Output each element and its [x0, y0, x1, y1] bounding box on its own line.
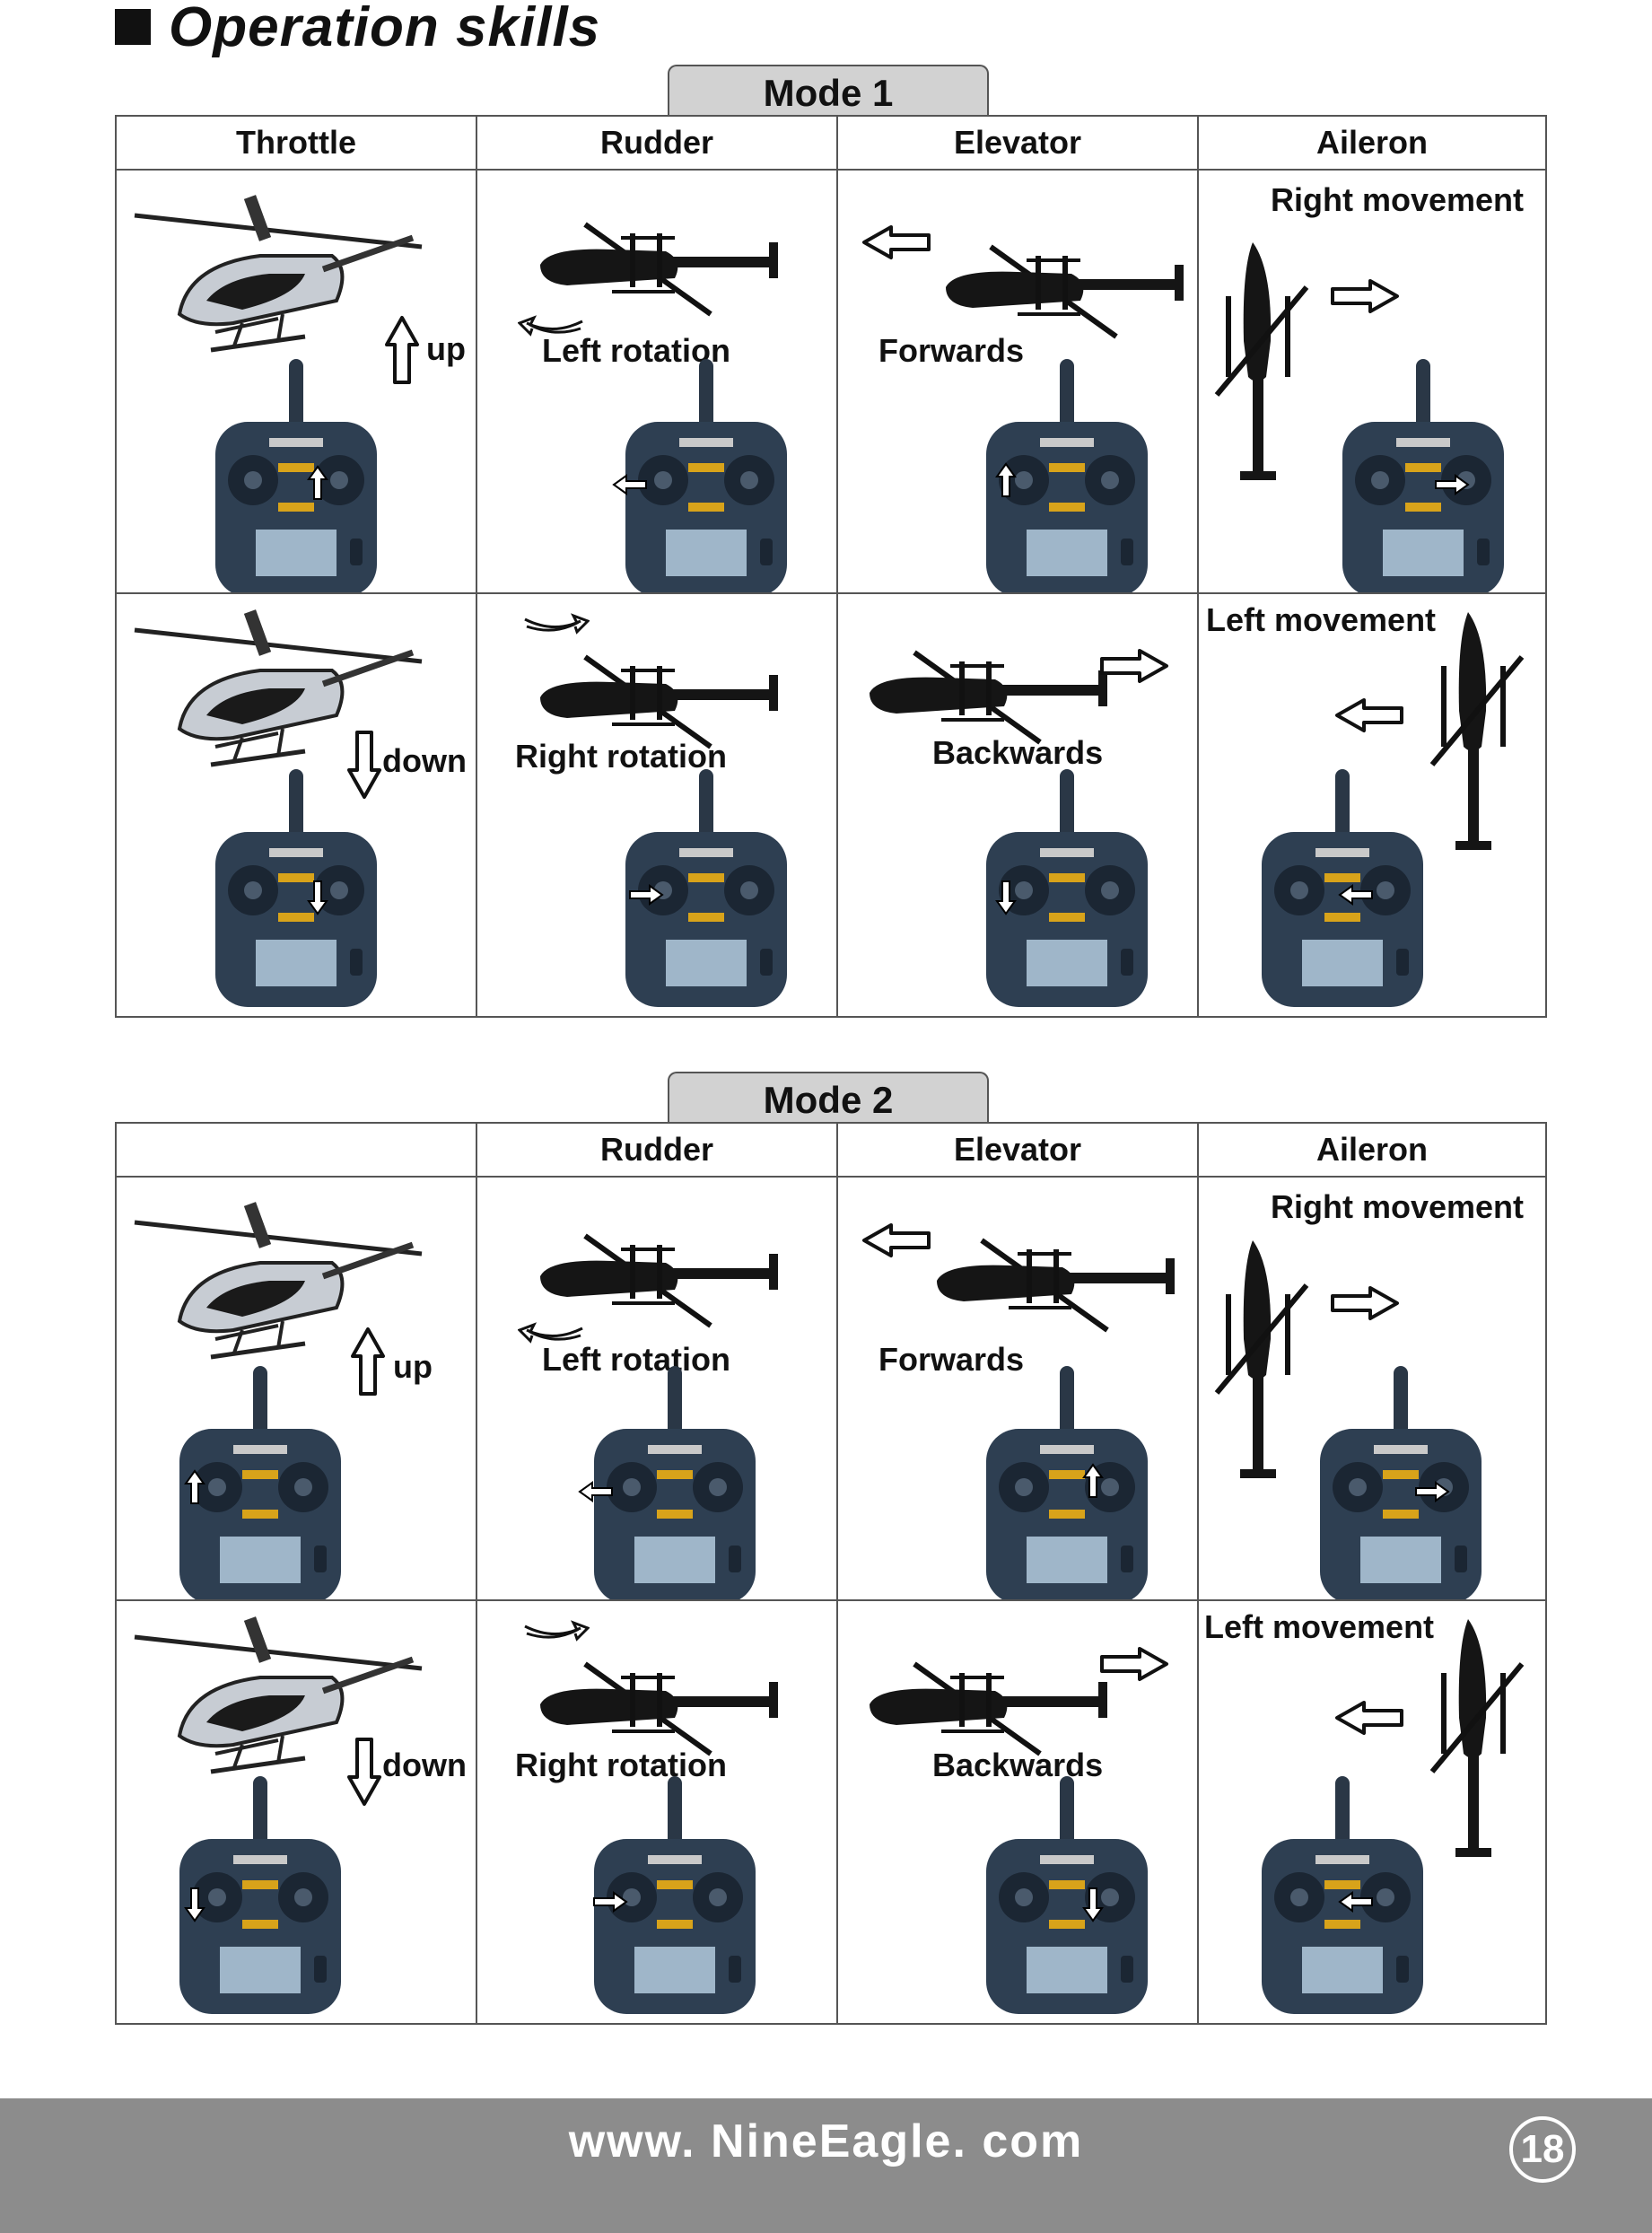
- arrow-left-icon: [1333, 697, 1405, 733]
- stick-arrow-left-icon: [612, 474, 648, 495]
- page-heading: [115, 0, 601, 58]
- label-backwards: Backwards: [932, 1747, 1104, 1783]
- helicopter-side-image: [928, 1231, 1197, 1339]
- helicopter-top-image: [1208, 1231, 1315, 1492]
- arrow-right-icon: [1329, 1285, 1401, 1321]
- stick-arrow-right-icon: [1434, 474, 1470, 495]
- rotate-right-icon: [518, 603, 590, 635]
- stick-arrow-right-icon: [628, 884, 664, 906]
- cell-rudder-right: [476, 593, 837, 1017]
- mode-2-table: [115, 1122, 1547, 2025]
- cell-aileron-left: [1198, 593, 1546, 1017]
- cell-aileron-right: [1198, 1177, 1546, 1600]
- arrow-left-icon: [861, 1222, 932, 1258]
- stick-arrow-down-icon: [995, 880, 1017, 915]
- stick-arrow-up-icon: [1082, 1463, 1104, 1499]
- header-elevator: Elevator: [837, 1123, 1198, 1177]
- arrow-up-icon: [350, 1326, 386, 1397]
- cell-throttle-down: [116, 593, 476, 1017]
- footer-bar: [0, 2098, 1652, 2233]
- cell-throttle-up: [116, 1177, 476, 1600]
- label-left-movement: Left movement: [1206, 601, 1437, 638]
- cell-throttle-down: [116, 1600, 476, 2024]
- stick-arrow-left-icon: [1338, 1891, 1374, 1913]
- transmitter-image: [206, 359, 386, 593]
- label-right-movement: Right movement: [1271, 181, 1525, 218]
- label-forwards: Forwards: [878, 1341, 1025, 1378]
- label-left-rotation: Left rotation: [542, 332, 730, 369]
- cell-rudder-left: [476, 170, 837, 593]
- rotate-left-icon: [518, 1312, 590, 1344]
- stick-arrow-left-icon: [1338, 884, 1374, 906]
- arrow-right-icon: [1098, 1646, 1170, 1682]
- page-number: 18: [1509, 2116, 1576, 2183]
- arrow-right-icon: [1098, 648, 1170, 684]
- arrow-left-icon: [1333, 1700, 1405, 1736]
- cell-rudder-left: [476, 1177, 837, 1600]
- transmitter-image: [1311, 1366, 1490, 1600]
- helicopter-top-image: [1423, 603, 1531, 863]
- stick-arrow-down-icon: [184, 1887, 205, 1922]
- cell-aileron-left: [1198, 1600, 1546, 2024]
- header-empty: [116, 1123, 476, 1177]
- label-forwards: Forwards: [878, 332, 1025, 369]
- stick-arrow-up-icon: [307, 465, 328, 501]
- label-right-rotation: Right rotation: [515, 1747, 727, 1783]
- stick-arrow-down-icon: [307, 880, 328, 915]
- page-title: Operation skills: [169, 0, 601, 58]
- helicopter-top-image: [1208, 233, 1315, 494]
- square-bullet-icon: [115, 9, 151, 45]
- cell-aileron-right: [1198, 170, 1546, 593]
- header-aileron: Aileron: [1198, 1123, 1546, 1177]
- header-aileron: Aileron: [1198, 116, 1546, 170]
- header-throttle: Throttle: [116, 116, 476, 170]
- arrow-left-icon: [861, 224, 932, 260]
- cell-elevator-backwards: [837, 593, 1198, 1017]
- header-rudder: Rudder: [476, 1123, 837, 1177]
- label-down: down: [382, 1747, 467, 1783]
- label-right-movement: Right movement: [1271, 1188, 1525, 1225]
- cell-elevator-forwards: [837, 170, 1198, 593]
- mode-1-table: [115, 115, 1547, 1018]
- header-elevator: Elevator: [837, 116, 1198, 170]
- cell-throttle-up: [116, 170, 476, 593]
- transmitter-image: [977, 1776, 1157, 2018]
- label-backwards: Backwards: [932, 734, 1104, 771]
- transmitter-image: [977, 1366, 1157, 1600]
- arrow-right-icon: [1329, 278, 1401, 314]
- stick-arrow-left-icon: [578, 1481, 614, 1502]
- rotate-right-icon: [518, 1610, 590, 1642]
- helicopter-side-image: [937, 238, 1198, 346]
- arrow-down-icon: [346, 1736, 382, 1808]
- stick-arrow-right-icon: [1414, 1481, 1450, 1502]
- header-rudder: Rudder: [476, 116, 837, 170]
- stick-arrow-up-icon: [995, 462, 1017, 498]
- stick-arrow-down-icon: [1082, 1887, 1104, 1922]
- label-right-rotation: Right rotation: [515, 738, 727, 775]
- label-down: down: [382, 742, 467, 779]
- label-up: up: [426, 330, 466, 367]
- label-left-rotation: Left rotation: [542, 1341, 730, 1378]
- cell-elevator-backwards: [837, 1600, 1198, 2024]
- cell-rudder-right: [476, 1600, 837, 2024]
- label-left-movement: Left movement: [1204, 1608, 1435, 1645]
- mode-2-tab: Mode 2: [668, 1072, 989, 1122]
- stick-arrow-up-icon: [184, 1469, 205, 1505]
- transmitter-image: [206, 769, 386, 1011]
- mode-1-tab: Mode 1: [668, 65, 989, 115]
- stick-arrow-right-icon: [592, 1891, 628, 1913]
- transmitter-image: [1333, 359, 1513, 593]
- footer-url[interactable]: www. NineEagle. com: [568, 2115, 1084, 2167]
- arrow-up-icon: [384, 314, 420, 386]
- cell-elevator-forwards: [837, 1177, 1198, 1600]
- helicopter-top-image: [1423, 1610, 1531, 1870]
- label-up: up: [393, 1348, 433, 1385]
